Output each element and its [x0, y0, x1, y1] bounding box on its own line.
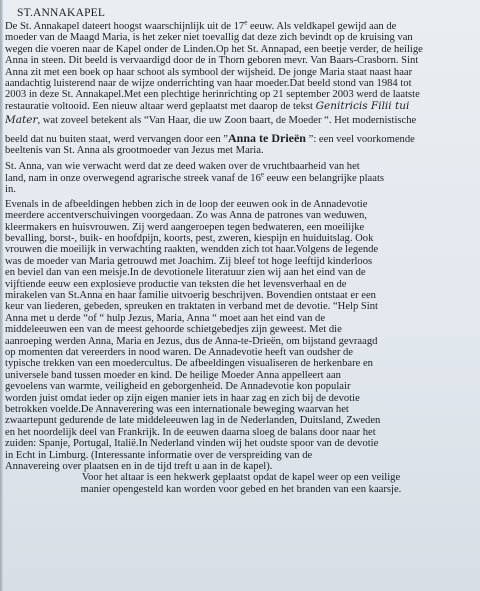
- text-line: 2003 in deze St. Annakapel.Met een plechtige herinrichting op 21 september 2003 werd de laatste: [5, 89, 420, 101]
- body-paragraph: [5, 199, 477, 473]
- text-line: St. Anna, van wie verwacht werd dat ze deed waken over de vruchtbaarheid van het: [5, 161, 360, 173]
- body-line: op momenten dat vereerders in nood waren. De Annadevotie heeft van oudsher de: [5, 346, 354, 358]
- latin-inscription: Genitricis Filii tui: [315, 100, 410, 112]
- body-line: universele band tussen moeder en kind. De heilige Moeder Anna appelleert aan: [5, 369, 341, 381]
- body-line: aanroeping werden Anna, Maria en Jezus, dus de Anna-te-Drieën, om bijstand gevraagd: [5, 335, 378, 347]
- body-line: keur van liederen, gebeden, spreuken en traktaten in verband met de devotie. “Help Sint: [5, 301, 378, 313]
- text-line: restauratie voltooid. Een nieuw altaar werd geplaatst met daarop de tekst Genitricis Filii tui: [5, 100, 410, 112]
- body-line: Anna met u derde “of “ hulp Jezus, Maria, Anna “ moet aan het eind van de: [5, 312, 326, 324]
- closing-line: manier opengesteld kan worden voor gebed en het branden van een kaarsje.: [80, 483, 402, 495]
- body-line: en het noordelijk deel van Frankrijk. In de eeuwen daarna sloeg de balans door naar het: [5, 426, 376, 438]
- page-title: ST.ANNAKAPEL: [17, 7, 106, 19]
- text-line: beeld dat nu buiten staat, werd vervangen door een ”Anna te Drieën ”: een veel voorkomende: [5, 132, 415, 145]
- body-line: typische trekken van een moedercultus. De afbeeldingen visualiseren de herkenbare en: [5, 358, 373, 370]
- text-line: beeltenis van St. Anna als grootmoeder van Jezus met Maria.: [5, 145, 264, 157]
- text-line: in.: [5, 184, 16, 196]
- body-line: vijftiende eeuw een explosieve productie van teksten die het levensverhaal en de: [5, 278, 347, 290]
- body-line: in Echt in Limburg. (Interessante informatie over de verspreiding van de: [5, 449, 313, 461]
- statue-name: Anna te Drieën: [227, 132, 306, 145]
- body-line: zuiden: Spanje, Portugal, Italië.In Nederland vinden wij het oudste spoor van de devotie: [5, 438, 379, 450]
- body-line: worden juist omdat ieder op zijn eigen manier iets in haar zag en zich bij de devotie: [5, 392, 360, 404]
- text-line: aandachtig luisterend naar de wijze onderrichting van haar moeder.Dat beeld stond van 1984 tot: [5, 78, 412, 90]
- body-line: vrouwen die moeilijk in verwachting raakten, wendden zich tot haar.Volgens de legende: [5, 244, 379, 256]
- body-line: zwaartepunt gedurende de late middeleeuwen lag in de Nederlanden, Duitsland, Zweden: [5, 415, 381, 427]
- text-line: De St. Annakapel dateert hoogst waarschijnlijk uit de 17e eeuw. Als veldkapel gewijd aan de: [5, 21, 397, 32]
- latin-inscription-cont: Mater: [5, 115, 38, 127]
- body-line: was de moeder van Maria getrouwd met Joachim. Zij bleef tot hoge leeftijd kinderloos: [5, 255, 373, 267]
- text-line: moeder van de Maagd Maria, is het zeker niet toevallig dat deze zich bevindt op de kruising van: [5, 32, 413, 44]
- body-line: meerdere accentverschuivingen voorgedaan. Zo was Anna de patrones van weduwen,: [5, 210, 367, 222]
- body-line: Evenals in de afbeeldingen hebben zich in de loop der eeuwen ook in de Annadevotie: [5, 198, 368, 210]
- text-line: Mater, wat zoveel betekent als “Van Haar, die uw Zoon baart, de Moeder “. Het modernistische: [5, 115, 417, 127]
- body-line: gevoelens van warmte, veiligheid en geborgenheid. De Annadevotie kon populair: [5, 381, 351, 393]
- text-line: Anna in steen. Dit beeld is vervaardigd door de in Thorn geboren mevr. Van Baars-Crasborn. Sint: [5, 55, 419, 67]
- text-line: land, nam in onze overwegend agrarische streek vanaf de 16e eeuw een belangrijke plaats: [5, 172, 385, 184]
- text-line: Anna zit met een boek op haar schoot als symbool der wijsheid. De jonge Maria staat naast haar: [5, 66, 413, 78]
- text-line: wegen die voeren naar de Kapel onder de Linden.Op het St. Annapad, een beetje verder, de heilige: [5, 43, 423, 55]
- body-line: en beviel dan van een meisje.In de devotionele literatuur zien wij aan het eind van de: [5, 267, 366, 279]
- body-line: Annavereing over plaatsen en in de tijd treft u aan in de kapel).: [5, 461, 273, 473]
- frame-edge: [0, 0, 3, 591]
- closing-line: Voor het altaar is een hekwerk geplaatst opdat de kapel weer op een veilige: [81, 472, 401, 484]
- body-line: middeleeuwen een van de meest gehoorde schietgebedjes zijn geweest. Met die: [5, 324, 342, 336]
- body-line: mirakelen van St.Anna en haar familie uitvoerig beschrijven. Bovendien ontstaat er een: [5, 289, 376, 301]
- body-line: betrokken voelde.De Annaverering was een internationale beweging waarvan het: [5, 404, 349, 415]
- body-line: bevalling, borst-, buik- en hoofdpijn, koorts, pest, zweren, kiespijn en huiduitslag. Ook: [5, 232, 374, 244]
- body-line: kleermakers en huisvrouwen. Zij werd aangeroepen tegen bedwateren, een moeilijke: [5, 221, 365, 233]
